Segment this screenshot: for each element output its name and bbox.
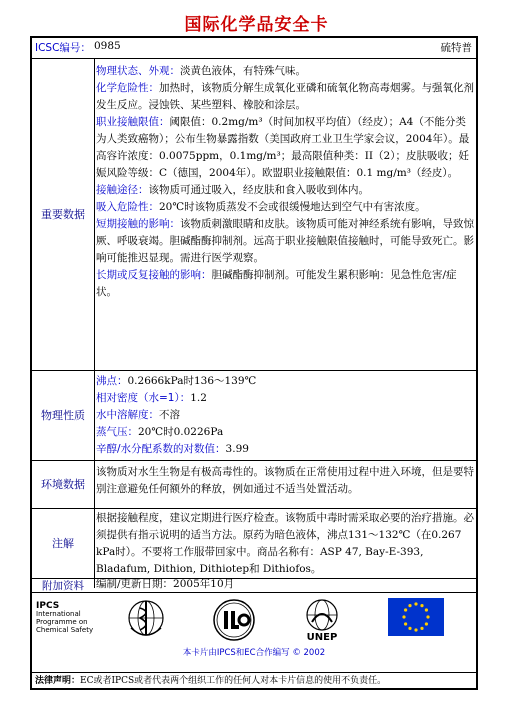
divider <box>32 592 476 593</box>
divider <box>32 672 476 673</box>
divider <box>32 58 476 59</box>
important-long-term: 长期或反复接触的影响：胆碱酯酶抑制剂。可能发生累积影响：见急性危害/症状。 <box>96 269 457 298</box>
legal-notice <box>32 674 476 688</box>
section-label-environment: 环境数据 <box>41 478 85 491</box>
who-logo-icon <box>126 598 166 642</box>
section-label-notes: 注解 <box>52 537 74 550</box>
section-label-additional: 附加资料 <box>42 579 84 592</box>
credit-line: 本卡片由IPCS和EC合作编写 © 2002 <box>182 648 326 658</box>
chemical-name: 硫特普 <box>440 42 472 54</box>
card-title: 国际化学品安全卡 <box>184 15 329 35</box>
physical-vapor-pressure: 蒸气压：20℃时0.0226Pa <box>96 426 224 438</box>
legal-heading: 法律声明： <box>35 676 81 686</box>
unep-logo-icon <box>300 598 344 632</box>
card-header <box>32 38 476 58</box>
safety-card <box>30 36 478 690</box>
ipcs-logo-text: IPCS International Programme on Chemical Safety <box>36 601 94 634</box>
eu-flag-icon <box>388 598 444 636</box>
physical-boiling-point: 沸点：0.2666kPa时136～139℃ <box>96 375 257 387</box>
physical-density: 相对密度（水=1）：1.2 <box>96 392 207 404</box>
logo-bar <box>32 594 476 666</box>
important-routes: 接触途径：该物质可通过吸入，经皮肤和食入吸收到体内。 <box>96 184 369 196</box>
important-chem-hazard: 化学危险性：加热时，该物质分解生成氧化亚磷和硫氧化物高毒烟雾。与强氧化剂发生反应。浸蚀铁、某些塑料、橡胶和涂层。 <box>96 82 474 111</box>
section-label-physical: 物理性质 <box>41 409 85 422</box>
important-inhalation: 吸入危险性：20℃时该物质蒸发不会或很缓慢地达到空气中有害浓度。 <box>96 201 426 213</box>
important-short-term: 短期接触的影响：该物质刺激眼睛和皮肤。该物质可能对神经系统有影响，导致惊厥、呼吸衰竭。胆碱酯酶抑制剂。远高于职业接触限值接触时，可能导致死亡。影响可能推迟显现。需进行医学观察。 <box>96 218 474 264</box>
unep-label: UNEP <box>306 632 338 643</box>
divider <box>32 508 476 509</box>
section-important <box>96 63 476 368</box>
section-notes: 根据接触程度，建议定期进行医疗检查。该物质中毒时需采取必要的治疗措施。必须提供有指示说明的适当方法。原药为暗色液体，沸点131～132℃（在0.267 kPa时）。不要将工作服带回家中。商品名称有：ASP 47, Bay-E-393, Bladafum, Dithion, Dithiotep和 Dithiofos。 <box>96 512 474 575</box>
icsc-label: ICSC编号： <box>35 42 91 54</box>
section-label-important: 重要数据 <box>41 208 85 221</box>
physical-log-pow: 辛醇/水分配系数的对数值：3.99 <box>96 443 249 455</box>
important-exposure-limits: 职业接触限值：阈限值：0.2mg/m³（时间加权平均值）（经皮）；A4（不能分类为人类致癌物）；公布生物暴露指数（美国政府工业卫生学家会议，2004年）。最高容许浓度：0.0075ppm，0.1mg/m³；最高限值种类：II（2）；皮肤吸收；妊娠风险等级：C（德国，2004年）。欧盟职业接触限值：0.1 mg/m³（经皮）。 <box>96 116 470 179</box>
legal-text: EC或者IPCS或者代表两个组织工作的任何人对本卡片信息的使用不负责任。 <box>80 676 387 686</box>
icsc-number: 0985 <box>94 40 121 52</box>
section-environment: 该物质对水生生物是有极高毒性的。该物质在正常使用过程中进入环境，但是要特别注意避免任何额外的释放，例如通过不适当处置活动。 <box>96 466 474 495</box>
physical-solubility: 水中溶解度：不溶 <box>96 409 180 421</box>
important-state: 物理状态、外观：淡黄色液体，有特殊气味。 <box>96 65 306 77</box>
section-physical <box>96 373 476 459</box>
divider <box>32 460 476 461</box>
ilo-logo-icon <box>212 598 256 642</box>
section-additional: 编制/更新日期：2005年10月 <box>96 578 235 590</box>
divider <box>32 370 476 371</box>
